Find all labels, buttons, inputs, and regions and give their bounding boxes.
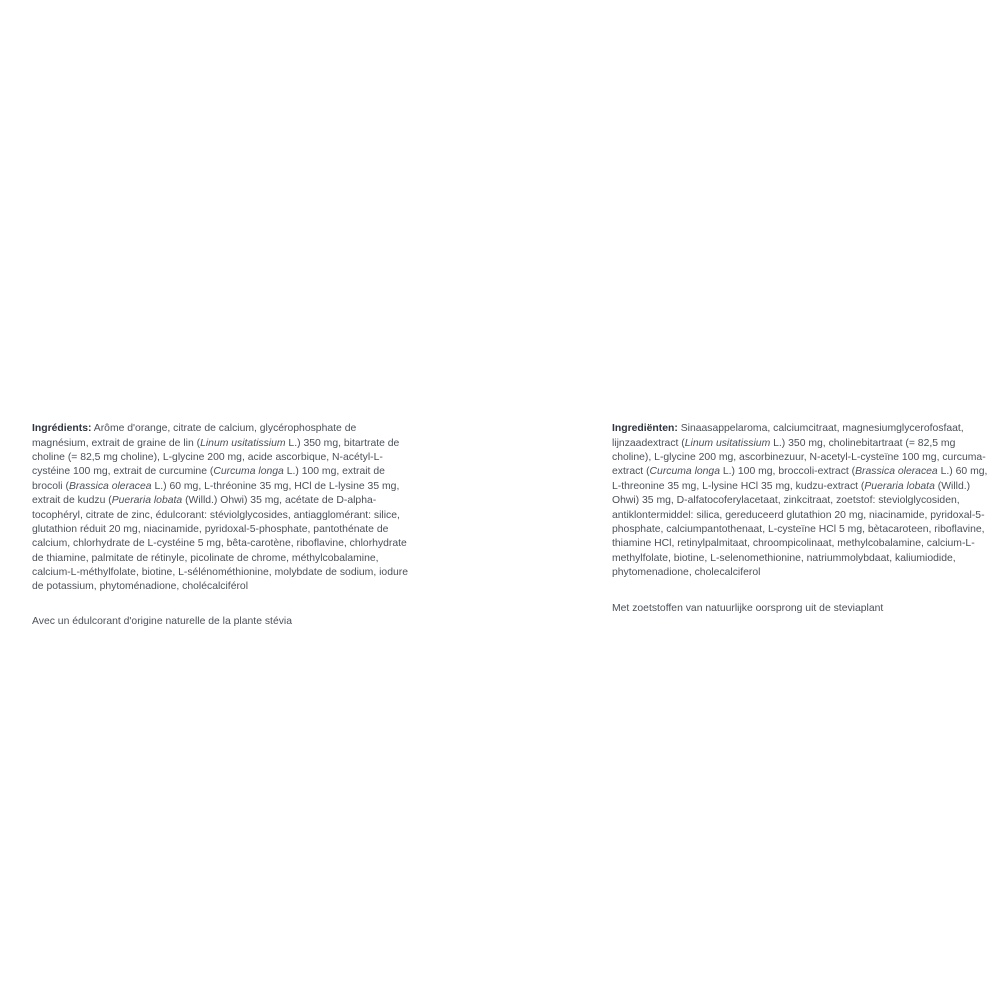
ingredients-text-french [32,423,408,592]
latin-binomial: Curcuma longa [213,466,284,478]
ingredients-paragraph-french [32,422,412,594]
ingredients-column-dutch [612,412,992,627]
ingredients-text-run: Sinaasappelaroma, calciumcitraat, magnesiumglycerofosfaat, lijnzaadextract ( [612,423,964,449]
latin-binomial: Linum usitatissium [200,437,286,449]
ingredients-text-run: L.) 100 mg, broccoli-extract ( [720,466,856,478]
latin-binomial: Pueraria lobata [864,480,935,492]
ingredients-text-run: L.) 60 mg, L-thréonine 35 mg, HCl de L-lysine 35 mg, extrait de kudzu ( [32,480,400,507]
ingredients-text-run: L.) 100 mg, extrait de brocoli ( [32,466,385,492]
ingredients-text-run: Arôme d'orange, citrate de calcium, glycérophosphate de magnésium, extrait de graine de lin ( [32,423,357,449]
latin-binomial: Brassica oleracea [855,466,938,478]
latin-binomial: Pueraria lobata [111,495,183,507]
sweetener-note-french: Avec un édulcorant d'origine naturelle de la plante stévia [32,615,292,627]
ingredients-text-dutch [612,423,987,578]
latin-binomial: Brassica oleracea [68,480,152,492]
ingredients-label-dutch: Ingrediënten: [612,423,678,435]
ingredients-text-run: L.) 350 mg, bitartrate de choline (= 82,5 mg choline), L-glycine 200 mg, acide ascorbique, N-acétyl-L-cystéine 100 mg, extrait de curcumine ( [32,437,400,478]
ingredients-text-run: L.) 350 mg, cholinebitartraat (= 82,5 mg choline), L-glycine 200 mg, ascorbinezuur, N-acetyl-L-cysteïne 100 mg, curcuma-extract ( [612,437,986,478]
ingredients-text-run: (Willd.) Ohwi) 35 mg, acétate de D-alpha-tocophéryl, citrate de zinc, édulcorant: stéviolglycosides, antiagglomérant: silice, glutathion réduit 20 mg, niacinamide, pyridoxal-5-phosphate, pantothénate de calcium, chlorhydrate de L-cystéine 5 mg, bêta-carotène, riboflavine, chlorhydrate de thiamine, palmitate de rétinyle, picolinate de chrome, méthylcobalamine, calcium-L-méthylfolate, biotine, L-sélénométhionine, molybdate de sodium, iodure de potassium, phytoménadione, cholécalciférol [32,495,408,593]
ingredients-column-french [32,412,412,639]
ingredients-text-run: (Willd.) Ohwi) 35 mg, D-alfatocoferylacetaat, zinkcitraat, zoetstof: steviolglycosiden, antiklontermiddel: silica, gereduceerd glutathion 20 mg, niacinamide, pyridoxal-5-phosphate, calciumpantothenaat, L-cysteïne HCl 5 mg, bètacaroteen, riboflavine, thiamine HCl, retinylpalmitaat, chroompicolinaat, methylcobalamine, calcium-L-methylfolate, biotine, L-selenomethionine, natriummolybdaat, kaliumiodide, phytomenadione, cholecalciferol [612,480,985,578]
sweetener-note-dutch: Met zoetstoffen van natuurlijke oorsprong uit de steviaplant [612,603,884,615]
latin-binomial: Curcuma longa [649,466,720,478]
latin-binomial: Linum usitatissium [684,437,771,449]
ingredients-text-run: L.) 60 mg, L-threonine 35 mg, L-lysine HCl 35 mg, kudzu-extract ( [612,466,988,492]
ingredients-paragraph-dutch [612,422,992,580]
ingredients-label-french: Ingrédients: [32,423,92,435]
